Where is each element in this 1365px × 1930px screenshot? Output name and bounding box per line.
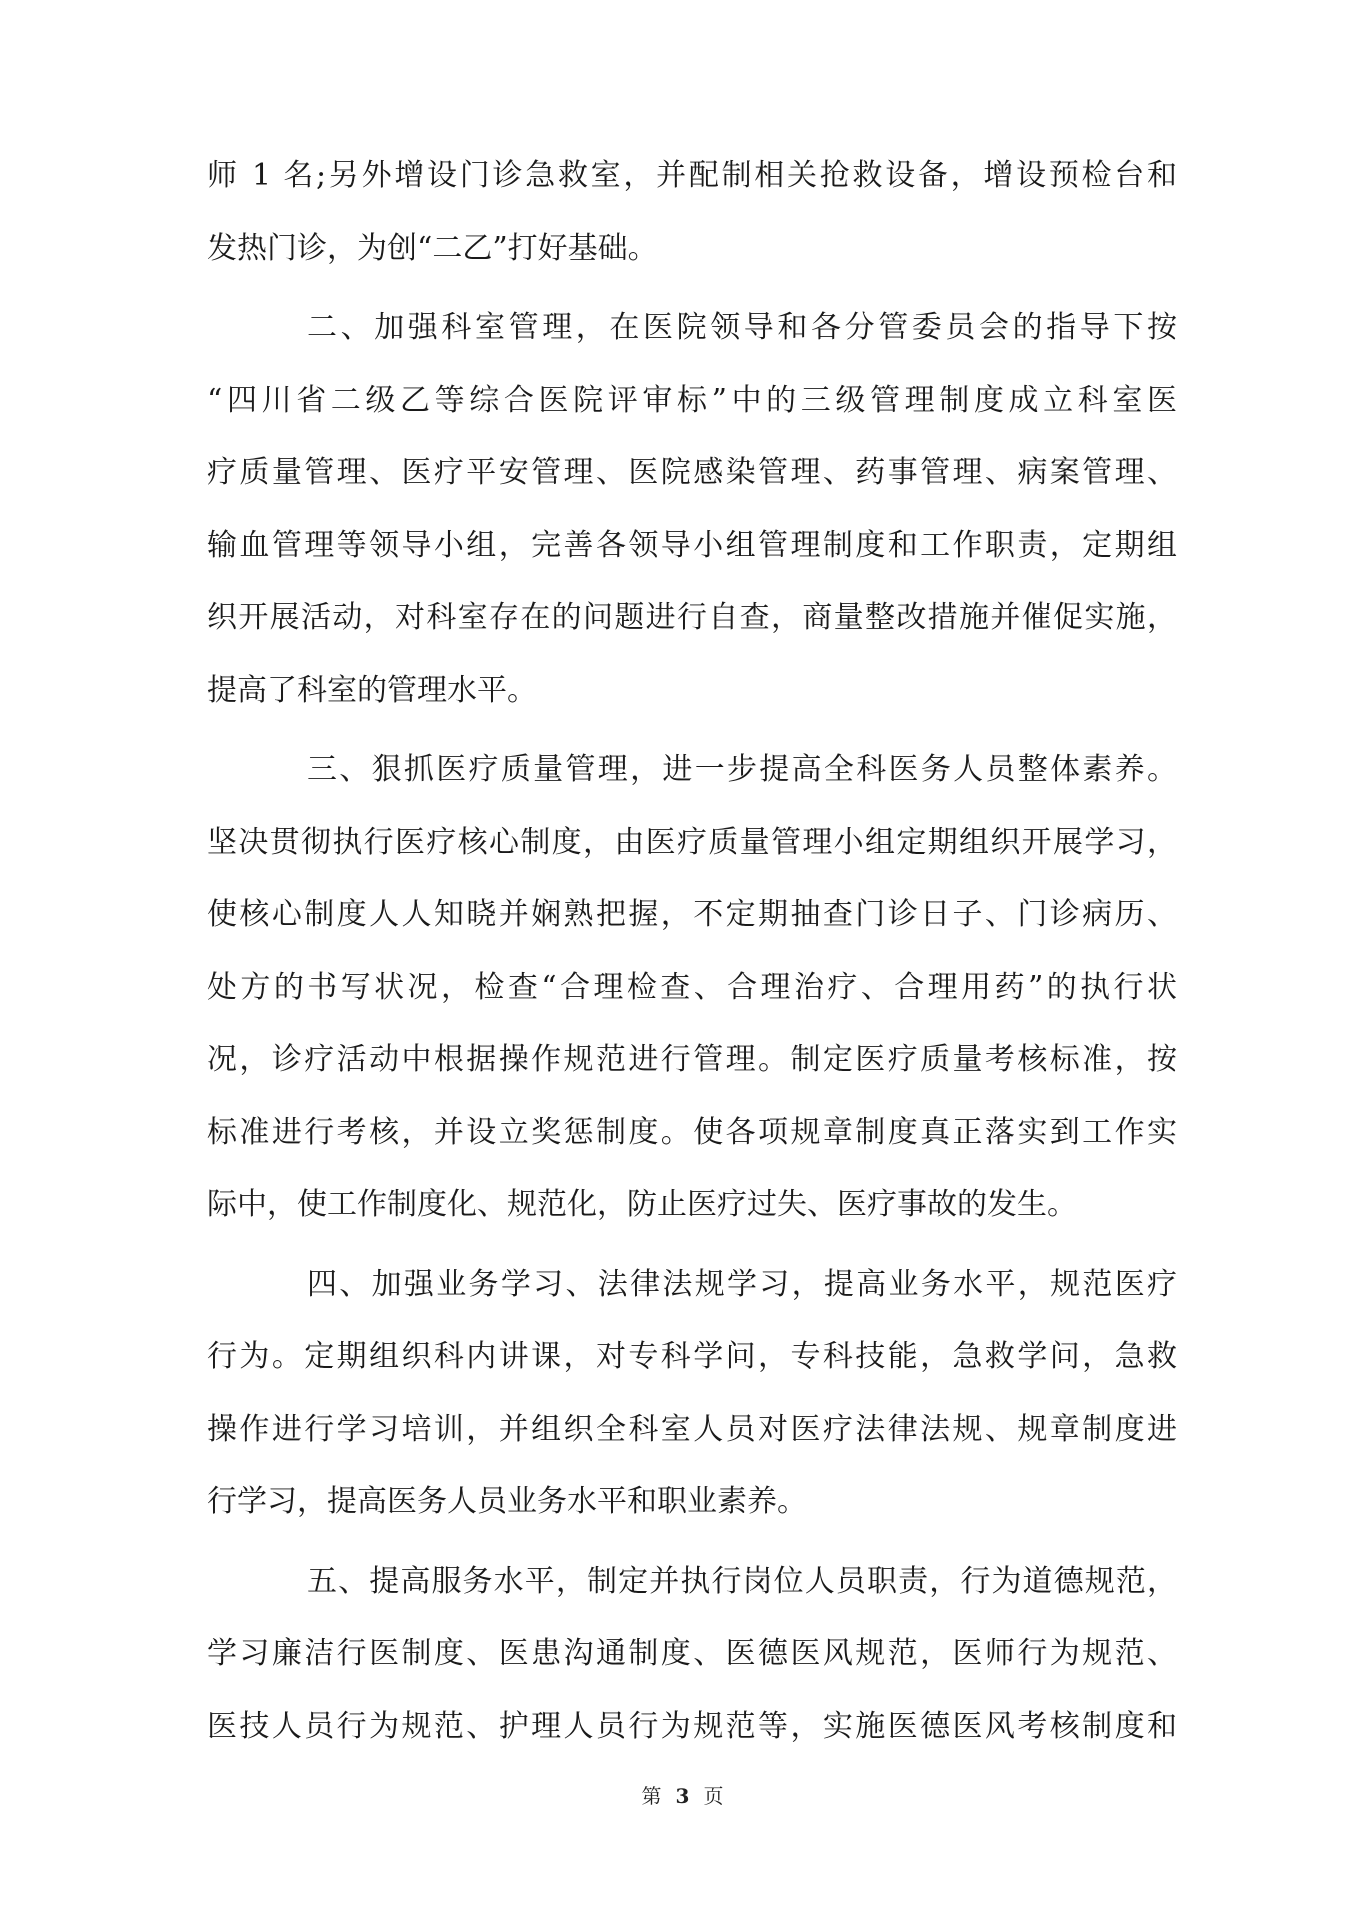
text-line: 输血管理等领导小组，完善各领导小组管理制度和工作职责，定期组: [207, 527, 1177, 563]
text-line: 学习廉洁行医制度、医患沟通制度、医德医风规范，医师行为规范、: [207, 1636, 1177, 1671]
page-number-suffix: 页: [703, 1784, 724, 1808]
text-line: 五、提高服务水平，制定并执行岗位人员职责，行为道德规范，: [307, 1563, 1177, 1599]
paragraph-section-five: [207, 1546, 1177, 1764]
text-line: 况，诊疗活动中根据操作规范进行管理。制定医疗质量考核标准，按: [207, 1042, 1177, 1077]
text-line: 际中，使工作制度化、规范化，防止医疗过失、医疗事故的发生。: [207, 1187, 1077, 1222]
text-line: 标准进行考核，并设立奖惩制度。使各项规章制度真正落实到工作实: [207, 1114, 1177, 1150]
text-line: 二、加强科室管理，在医院领导和各分管委员会的指导下按: [307, 310, 1177, 345]
paragraph-continuation: [207, 140, 1177, 285]
text-line: 师 1 名;另外增设门诊急救室，并配制相关抢救设备，增设预检台和: [207, 158, 1177, 193]
page-number-prefix: 第: [641, 1784, 662, 1808]
text-line: 处方的书写状况，检查“合理检查、合理治疗、合理用药”的执行状: [207, 969, 1177, 1005]
text-line: 操作进行学习培训，并组织全科室人员对医疗法律法规、规章制度进: [207, 1411, 1177, 1447]
text-line: 坚决贯彻执行医疗核心制度，由医疗质量管理小组定期组织开展学习，: [207, 824, 1177, 860]
text-line: 医技人员行为规范、护理人员行为规范等，实施医德医风考核制度和: [207, 1708, 1177, 1744]
text-line: 使核心制度人人知晓并娴熟把握，不定期抽查门诊日子、门诊病历、: [207, 897, 1177, 932]
text-line: 行学习，提高医务人员业务水平和职业素养。: [207, 1484, 807, 1519]
text-line: 三、狠抓医疗质量管理，进一步提高全科医务人员整体素养。: [307, 752, 1177, 787]
text-line: 行为。定期组织科内讲课，对专科学问，专科技能，急救学问，急救: [207, 1339, 1177, 1374]
page-footer: [0, 1780, 1365, 1809]
text-line: 提高了科室的管理水平。: [207, 672, 537, 708]
paragraph-section-three: [207, 734, 1177, 1242]
text-line: 织开展活动，对科室存在的问题进行自查，商量整改措施并催促实施，: [207, 600, 1177, 635]
paragraph-section-two: [207, 292, 1177, 727]
text-line: 疗质量管理、医疗平安管理、医院感染管理、药事管理、病案管理、: [207, 455, 1177, 490]
text-line: 发热门诊，为创“二乙”打好基础。: [207, 230, 658, 266]
text-line: “四川省二级乙等综合医院评审标”中的三级管理制度成立科室医: [207, 382, 1177, 418]
paragraph-section-four: [207, 1249, 1177, 1539]
page-number: 3: [675, 1784, 690, 1808]
text-line: 四、加强业务学习、法律法规学习，提高业务水平，规范医疗: [307, 1266, 1177, 1302]
document-body: [207, 140, 1177, 1763]
